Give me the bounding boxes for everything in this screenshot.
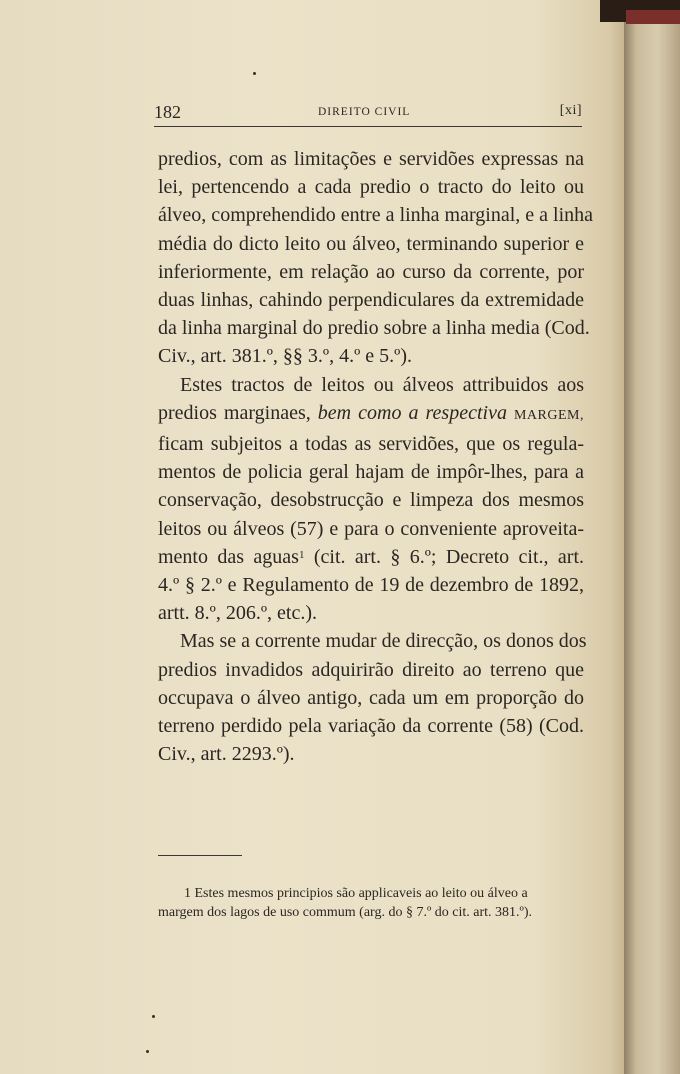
text-line: Estes tractos de leitos ou álveos attribuidos aos bbox=[180, 373, 584, 396]
footnote-ref: 1 bbox=[298, 548, 305, 561]
text-line: terreno perdido pela variação da corrente (58) (Cod. bbox=[158, 715, 584, 738]
text-line: mentos de policia geral hajam de impôr-lhes, para a bbox=[158, 461, 584, 484]
page-header bbox=[154, 102, 582, 126]
text-line: occupava o álveo antigo, cada um em proporção do bbox=[158, 686, 584, 709]
footnote-marker: 1 bbox=[184, 886, 191, 901]
footnote bbox=[158, 884, 584, 922]
text-line: inferiormente, em relação ao curso da corrente, por bbox=[158, 260, 584, 283]
text-run: mento das aguas bbox=[158, 545, 299, 568]
paper-speck bbox=[146, 1050, 149, 1053]
page-number: 182 bbox=[154, 102, 181, 122]
text-line: 4.º § 2.º e Regulamento de 19 de dezembro de 1892, bbox=[158, 574, 584, 597]
text-line bbox=[158, 543, 584, 571]
body-text bbox=[158, 145, 594, 768]
text-line: artt. 8.º, 206.º, etc.). bbox=[158, 602, 318, 625]
text-line: conservação, desobstrucção e limpeza dos mesmos bbox=[158, 489, 584, 512]
paper-speck bbox=[152, 1015, 155, 1018]
header-rule bbox=[154, 126, 582, 127]
text-line: ficam subjeitos a todas as servidões, que os regula- bbox=[158, 433, 584, 456]
footnote-line: margem dos lagos de uso commum (arg. do § 7.º do cit. art. 381.º). bbox=[158, 905, 533, 920]
text-run: predios marginaes, bbox=[158, 401, 311, 424]
text-line: leitos ou álveos (57) e para o conveniente aproveita- bbox=[158, 517, 584, 540]
text-line: lei, pertencendo a cada predio o tracto do leito ou bbox=[158, 176, 584, 199]
text-line: álveo, comprehendido entre a linha marginal, e a linha bbox=[158, 204, 594, 227]
text-run: (cit. art. § 6.º; Decreto cit., art. bbox=[313, 545, 585, 568]
running-title: DIREITO CIVIL bbox=[318, 106, 411, 118]
text-line: média do dicto leito ou álveo, terminando superior e bbox=[158, 232, 584, 255]
italic-text: bem como a respectiva bbox=[317, 401, 507, 424]
text-line: duas linhas, cahindo perpendiculares da extremidade bbox=[158, 289, 584, 312]
smallcaps-text: MARGEM, bbox=[513, 407, 584, 423]
text-line bbox=[158, 399, 584, 430]
footnote-rule bbox=[158, 855, 242, 856]
text-line: Civ., art. 2293.º). bbox=[158, 743, 295, 766]
text-line: predios, com as limitações e servidões expressas na bbox=[158, 148, 584, 170]
page-edge bbox=[624, 0, 680, 1074]
text-line: predios invadidos adquirirão direito ao terreno que bbox=[158, 658, 584, 681]
section-number: [xi] bbox=[559, 103, 582, 118]
footnote-text: Estes mesmos principios são applicaveis ao leito ou álveo a bbox=[194, 886, 528, 901]
text-line: Civ., art. 381.º, §§ 3.º, 4.º e 5.º). bbox=[158, 345, 413, 368]
text-line: Mas se a corrente mudar de direcção, os donos dos bbox=[180, 630, 587, 653]
text-line: da linha marginal do predio sobre a linha media (Cod. bbox=[158, 317, 590, 340]
footnote-line bbox=[158, 884, 584, 903]
paper-speck bbox=[253, 72, 256, 75]
cover-edge bbox=[626, 10, 680, 24]
